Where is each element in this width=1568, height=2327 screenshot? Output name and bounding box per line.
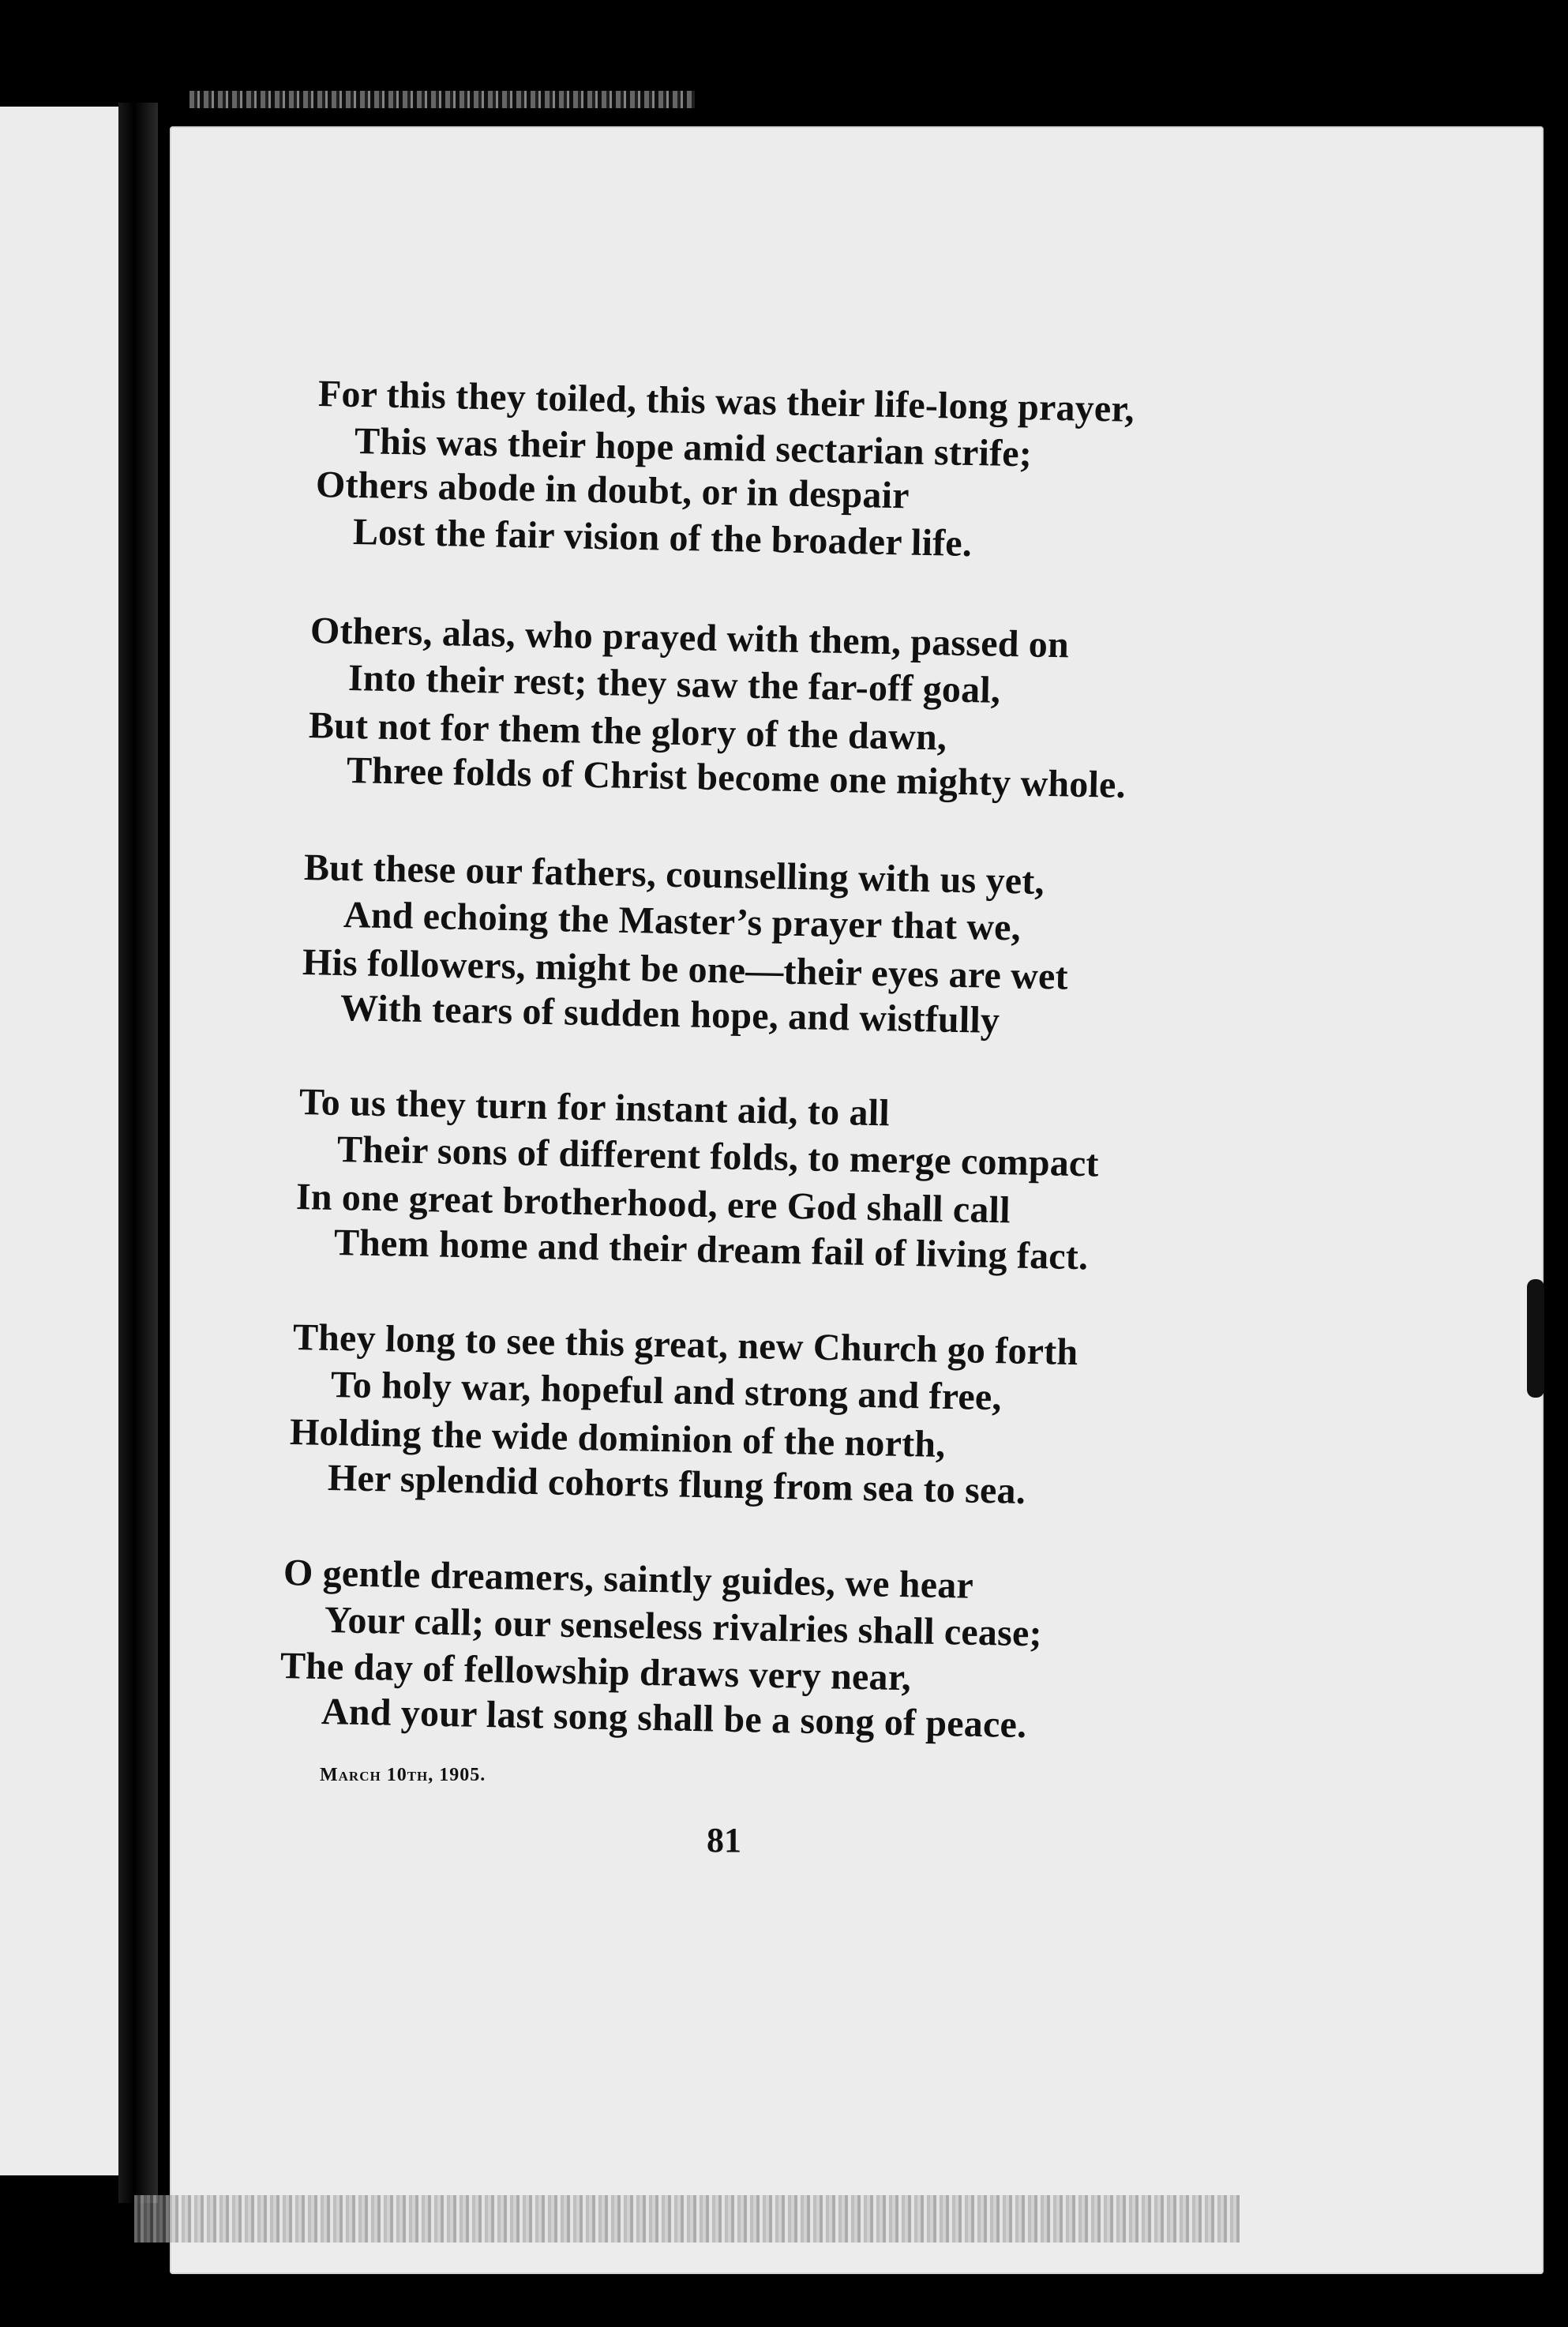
- poem-line: Three folds of Christ become one mighty whole.: [346, 749, 1127, 806]
- poem-line: But not for them the glory of the dawn,: [308, 704, 947, 759]
- poem-line: Your call; our senseless rivalries shall cease;: [324, 1599, 1043, 1655]
- poem-line: Others, alas, who prayed with them, passed on: [309, 610, 1070, 666]
- poem-line: But these our fathers, counselling with us yet,: [303, 846, 1045, 903]
- poem-line: Them home and their dream fail of living fact.: [333, 1222, 1089, 1278]
- poem-line: Others abode in doubt, or in despair: [315, 464, 910, 517]
- poem-line: And echoing the Master’s prayer that we,: [343, 894, 1022, 949]
- poem-line: Into their rest; they saw the far-off goal,: [347, 657, 1001, 711]
- poem-line: Holding the wide dominion of the north,: [289, 1411, 946, 1466]
- poem-line: And your last song shall be a song of peace.: [321, 1691, 1027, 1747]
- poem-line: To holy war, hopeful and strong and free,: [330, 1364, 1003, 1419]
- poem-line: For this they toiled, this was their life-long prayer,: [317, 373, 1135, 430]
- poem-line: Lost the fair vision of the broader life.: [352, 511, 973, 565]
- poem-line: To us they turn for instant aid, to all: [298, 1081, 891, 1135]
- book-page: [170, 126, 1544, 2274]
- page-number: 81: [707, 1821, 741, 1860]
- poem-line: This was their hope amid sectarian strife;: [354, 420, 1033, 475]
- book-gutter: [118, 103, 158, 2203]
- scan-artifact-top: [189, 91, 695, 108]
- poem: [170, 126, 1544, 2274]
- poem-line: With tears of sudden hope, and wistfully: [339, 987, 1000, 1042]
- poem-date: March 10th, 1905.: [320, 1765, 486, 1785]
- scan-artifact-bottom: [134, 2195, 1240, 2243]
- poem-line: Her splendid cohorts flung from sea to sea.: [327, 1457, 1026, 1512]
- poem-line: O gentle dreamers, saintly guides, we hear: [283, 1552, 974, 1607]
- poem-line: The day of fellowship draws very near,: [279, 1645, 912, 1699]
- poem-line: Their sons of different folds, to merge compact: [336, 1128, 1100, 1185]
- page-edge-mark: [1527, 1279, 1544, 1398]
- poem-line: His followers, might be one—their eyes are wet: [302, 941, 1069, 998]
- poem-line: They long to see this great, new Church go forth: [292, 1316, 1078, 1374]
- poem-line: In one great brotherhood, ere God shall call: [295, 1176, 1011, 1232]
